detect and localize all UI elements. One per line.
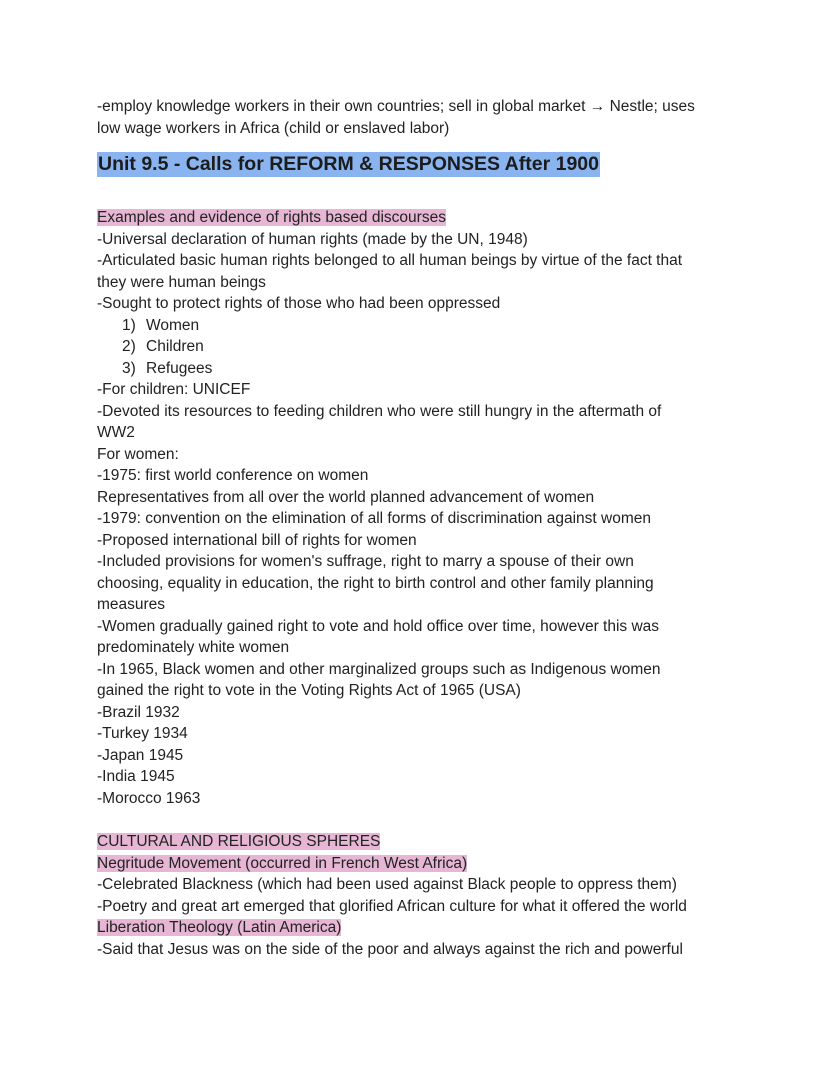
section2-title: [97, 831, 737, 853]
intro-line-2: low wage workers in Africa (child or enslaved labor): [97, 119, 450, 137]
text-line: -Sought to protect rights of those who had been oppressed: [97, 295, 501, 312]
text-line: -In 1965, Black women and other marginalized groups such as Indigenous women: [97, 660, 661, 678]
text-line: predominately white women: [97, 639, 290, 656]
list-text: Refugees: [146, 359, 213, 377]
text-line: -1975: first world conference on women: [97, 467, 369, 484]
list-text: Women: [146, 316, 200, 334]
list-item: [97, 358, 737, 380]
list-text: Children: [146, 338, 204, 355]
text-line: choosing, equality in education, the right to birth control and other family planning: [97, 574, 654, 592]
text-line: -India 1945: [97, 768, 175, 785]
text-line: -For children: UNICEF: [97, 381, 251, 398]
list-number: 1): [122, 316, 136, 334]
list-number: 3): [122, 359, 136, 377]
text-line: -Japan 1945: [97, 746, 184, 764]
text-line: -Women gradually gained right to vote and hold office over time, however this was: [97, 617, 660, 635]
text-line: -Brazil 1932: [97, 703, 180, 721]
numbered-list: [97, 315, 737, 380]
liberation-subheading: [97, 917, 737, 939]
text-line: Representatives from all over the world planned advancement of women: [97, 488, 595, 506]
section1-lines-b: [97, 379, 737, 809]
text-line: -Included provisions for women's suffrage, right to marry a spouse of their own: [97, 553, 634, 570]
text-line: -Poetry and great art emerged that glorified African culture for what it offered the world: [97, 897, 687, 915]
text-line: -Celebrated Blackness (which had been used against Black people to oppress them): [97, 876, 677, 893]
text-line: -1979: convention on the elimination of all forms of discrimination against women: [97, 510, 651, 527]
text-line: WW2: [97, 424, 135, 441]
text-line: -Proposed international bill of rights for women: [97, 531, 417, 549]
text-line: -Morocco 1963: [97, 789, 201, 807]
text-line: -Articulated basic human rights belonged to all human beings by virtue of the fact that: [97, 252, 683, 269]
section2-title-highlight: CULTURAL AND RELIGIOUS SPHERES: [97, 833, 381, 850]
text-line: -Devoted its resources to feeding children who were still hungry in the aftermath of: [97, 402, 662, 420]
document-page: [97, 96, 737, 960]
text-line: -Said that Jesus was on the side of the poor and always against the rich and powerful: [97, 940, 683, 958]
text-line: gained the right to vote in the Voting Rights Act of 1965 (USA): [97, 682, 521, 699]
heading-wrap: [97, 152, 737, 186]
text-line: measures: [97, 596, 166, 613]
text-line: they were human beings: [97, 273, 266, 291]
text-line: For women:: [97, 445, 179, 463]
section1-lines-a: [97, 229, 737, 315]
list-number: 2): [122, 338, 136, 355]
text-line: -Turkey 1934: [97, 725, 188, 742]
intro-line-1: -employ knowledge workers in their own countries; sell in global market → Nestle; uses: [97, 98, 695, 115]
negritude-subheading: [97, 853, 737, 875]
unit-heading: Unit 9.5 - Calls for REFORM & RESPONSES After 1900: [98, 153, 599, 175]
text-line: -Universal declaration of human rights (made by the UN, 1948): [97, 230, 528, 248]
list-item: [97, 315, 737, 337]
list-item: [97, 336, 737, 358]
liberation-highlight: Liberation Theology (Latin America): [97, 919, 342, 936]
negritude-highlight: Negritude Movement (occurred in French West Africa): [97, 854, 468, 872]
section1-title: [97, 207, 737, 229]
section1-title-highlight: Examples and evidence of rights based discourses: [97, 209, 446, 226]
